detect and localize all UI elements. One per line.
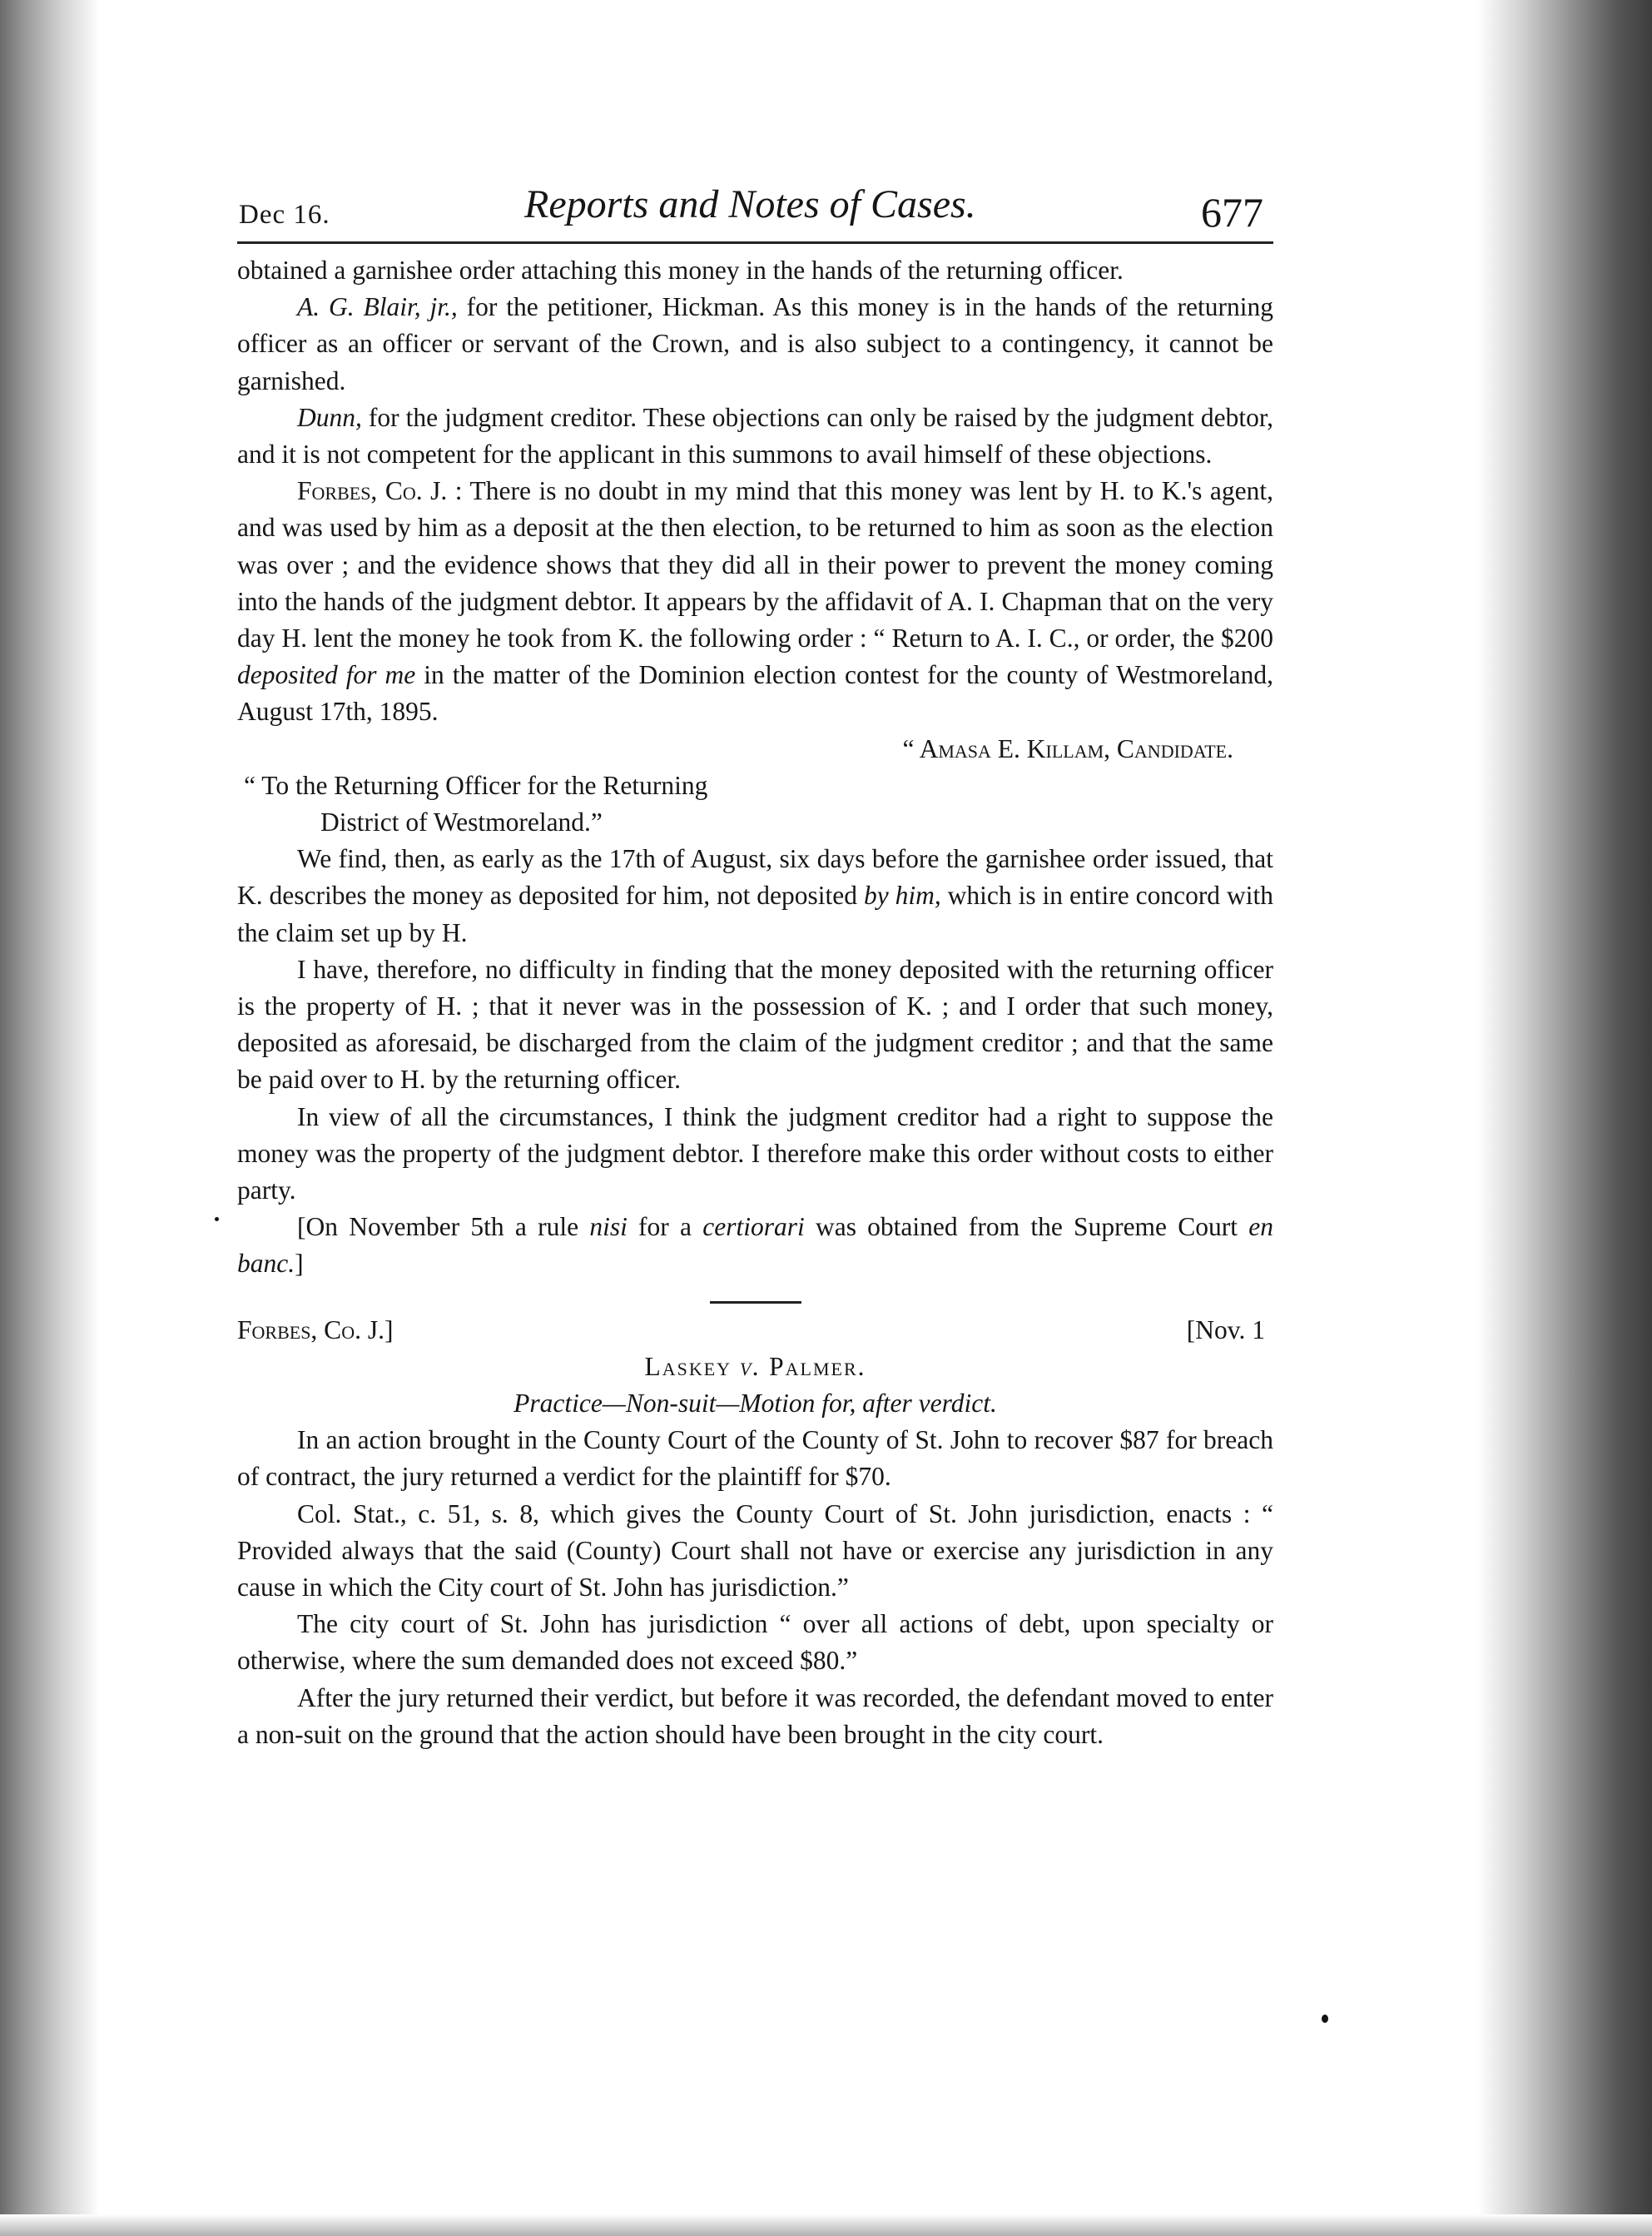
italic-phrase: en banc. — [237, 1212, 1273, 1279]
paragraph-text: In an action brought in the County Court of the County of St. John to recover $87 for breach of contract, the jury returned a verdict for the plaintiff for $70. — [237, 1425, 1273, 1492]
case-heading — [237, 1312, 1273, 1349]
case-date: [Nov. 1 — [1186, 1314, 1265, 1344]
ink-speck — [215, 1217, 219, 1221]
address-line: “ To the Returning Officer for the Returning — [244, 770, 708, 800]
scan-left-edge — [0, 0, 100, 2236]
signature: “ Amasa E. Killam, Candidate. — [902, 733, 1233, 763]
note-text: ] — [295, 1249, 304, 1279]
versus: v. — [739, 1351, 762, 1381]
note-text: for a — [627, 1212, 703, 1242]
page-number: 677 — [1201, 189, 1263, 236]
scan-right-edge — [1477, 0, 1652, 2236]
section-divider — [710, 1301, 801, 1304]
case-title — [237, 1349, 1273, 1385]
paragraph — [237, 289, 1273, 400]
paragraph-text: After the jury returned their verdict, but before it was recorded, the defendant moved to enter a non-suit on the ground that the action should have been brought in the city court. — [237, 1682, 1273, 1749]
paragraph-text: for the judgment creditor. These objections can only be raised by the judgment debtor, and it is not competent for the applicant in this summons to avail himself of these objections. — [237, 402, 1273, 470]
editorial-note — [237, 1209, 1273, 1282]
paragraph — [237, 1496, 1273, 1607]
paragraph-text: obtained a garnishee order attaching this money in the hands of the returning officer. — [237, 256, 1124, 285]
paragraph — [237, 952, 1273, 1099]
note-text: [On November 5th a rule — [297, 1212, 590, 1242]
italic-phrase: deposited for me — [237, 660, 416, 690]
paragraph-text: : There is no doubt in my mind that this money was lent by H. to K.'s agent, and was used by him as a deposit at the then election, to be returned to him as soon as the election was over ; and the evidence shows that they did all in their power to prevent the money coming into the hands of the judgment debtor. It appears by the affidavit of A. I. Chapman that on the very day H. lent the money he took from K. the following order : “ Return to A. I. C., or order, the $200 — [237, 476, 1273, 653]
header-title: Reports and Notes of Cases. — [524, 182, 976, 226]
party-name: Palmer. — [761, 1351, 866, 1381]
header-date: Dec 16. — [239, 200, 330, 230]
paragraph-text: I have, therefore, no difficulty in finding that the money deposited with the returning officer is the property of H. ; that it never was in the possession of K. ; and I order that such money, deposited as aforesaid, be discharged from the claim of the judgment creditor ; and that the same be paid over to H. by the returning officer. — [237, 954, 1273, 1095]
paragraph — [237, 252, 1273, 289]
paragraph-text: The city court of St. John has jurisdiction “ over all actions of debt, upon specialty or otherwise, where the sum demanded does not exceed $80.” — [237, 1609, 1273, 1676]
paragraph — [237, 1606, 1273, 1679]
counsel-name: A. G. Blair, jr., — [297, 292, 458, 322]
paragraph-text: which is in entire concord with the claim set up by H. — [237, 881, 1273, 947]
paragraph — [237, 1680, 1273, 1753]
report-body — [237, 252, 1273, 1753]
case-subtitle: Practice—Non-suit—Motion for, after verdict. — [513, 1388, 997, 1418]
paragraph-text: for the petitioner, Hickman. As this money is in the hands of the returning officer as an officer or servant of the Crown, and is also subject to a contingency, it cannot be garnished. — [237, 292, 1273, 395]
paragraph-text: in the matter of the Dominion election contest for the county of Westmoreland, August 17th, 1895. — [237, 660, 1273, 727]
note-text: was obtained from the Supreme Court — [804, 1212, 1249, 1242]
ink-speck — [1322, 2015, 1328, 2023]
paragraph — [237, 473, 1273, 730]
address-line: District of Westmoreland.” — [320, 807, 603, 837]
paragraph — [237, 1422, 1273, 1495]
italic-phrase: nisi — [589, 1212, 628, 1242]
running-header — [237, 175, 1273, 244]
judge-name: Forbes, Co. J. — [297, 476, 448, 506]
paragraph — [237, 841, 1273, 952]
paragraph — [237, 1099, 1273, 1210]
court-name: Forbes, Co. J.] — [237, 1314, 394, 1344]
paragraph-text: In view of all the circumstances, I think the judgment creditor had a right to suppose the money was the property of the judgment debtor. I therefore make this order without costs to either party. — [237, 1101, 1273, 1205]
page — [237, 175, 1273, 1753]
paragraph-text: We find, then, as early as the 17th of August, six days before the garnishee order issued, that K. describes the money as deposited for him, not deposited — [237, 844, 1273, 911]
italic-phrase: certiorari — [702, 1212, 805, 1242]
party-name: Laskey — [644, 1351, 740, 1381]
paragraph — [237, 400, 1273, 473]
scan-bottom-edge — [0, 2214, 1652, 2236]
counsel-name: Dunn, — [297, 402, 362, 432]
paragraph-text: Col. Stat., c. 51, s. 8, which gives the County Court of St. John jurisdiction, enacts : “ Provided always that the said (County) Court shall not have or exercise any jurisdiction in any cause in which the City court of St. John has jurisdiction.” — [237, 1498, 1273, 1602]
italic-phrase: by him, — [863, 881, 941, 911]
